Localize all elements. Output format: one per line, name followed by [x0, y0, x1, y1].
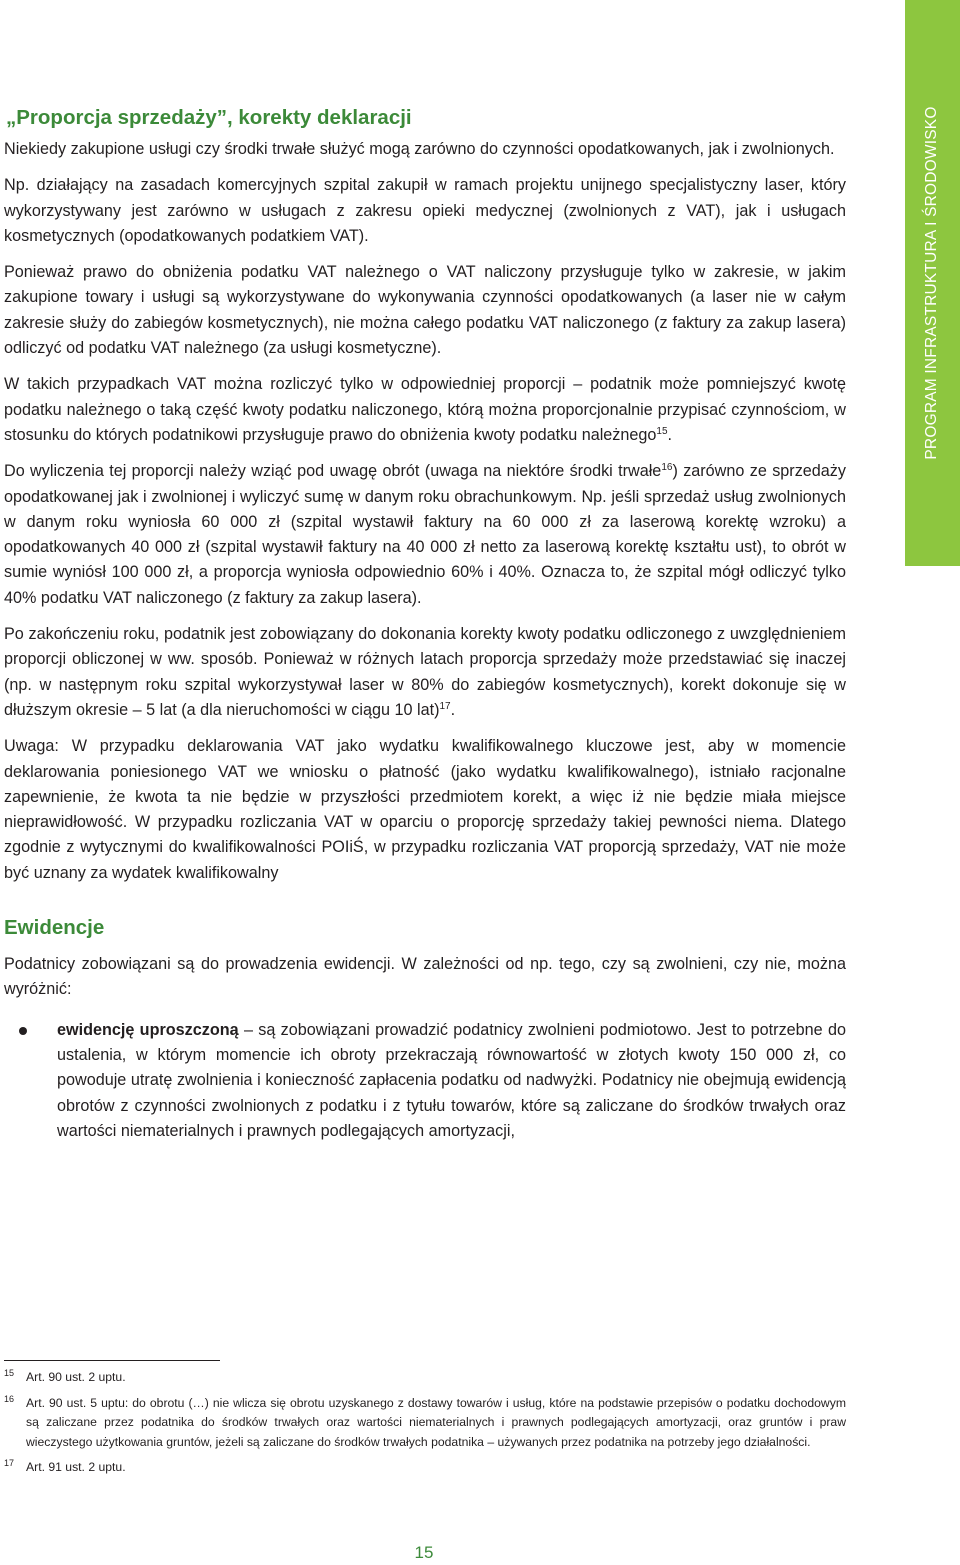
paragraph	[4, 459, 846, 611]
paragraph-end: .	[450, 700, 456, 719]
paragraph-text: W takich przypadkach VAT można rozliczyć tylko w odpowiedniej proporcji – podatnik może pomniejszyć kwotę podatku należnego o taką część kwoty podatku naliczonego, którą można proporcjonalnie przypisać czynnościom, w stosunku do których podatnikowi przysługuje prawo do obniżenia kwoty podatku należnego	[4, 375, 846, 444]
section-heading-ewidencje: Ewidencje	[4, 916, 105, 940]
paragraph: Ponieważ prawo do obniżenia podatku VAT należnego o VAT naliczony przysługuje tylko w zakresie, w jakim zakupione towary i usługi są wykorzystywane do wykonywania czynności opodatkowanych (a laser nie w całym zakresie służy do zabiegów kosmetycznych), nie można całego podatku VAT naliczonego (z faktury za zakup lasera) odliczyć od podatku VAT należnego (za usługi kosmetyczne).	[4, 263, 846, 358]
footnote-number: 17	[4, 1458, 15, 1468]
paragraph-text: ) zarówno ze sprzedaży opodatkowanej jak i zwolnionej i wyliczyć sumę w danym roku obrachunkowym. Np. jeśli sprzedaż usług zwolnionych w danym roku wyniosła 60 000 zł (szpital wystawił faktury na 60 000 zł za laserową korektę wzroku) a opodatkowanych 40 000 zł (szpital wystawił faktury na 40 000 zł netto za laserową korektę kształtu ust), to obrót w sumie wyniósł 100 000 zł, a proporcja wyniosła odpowiednio 60% i 40%. Oznacza to, że szpital mógł odliczyć tylko 40% podatku VAT naliczonego (z faktury za zakup lasera).	[4, 462, 846, 607]
footnote-text: Art. 91 ust. 2 uptu.	[26, 1460, 126, 1474]
footnote	[4, 1368, 846, 1388]
bullet-list	[4, 1018, 846, 1144]
page-number: 15	[414, 1543, 434, 1562]
footnote-text: Art. 90 ust. 2 uptu.	[26, 1370, 126, 1384]
paragraph	[4, 372, 846, 448]
paragraph-text: Po zakończeniu roku, podatnik jest zobowiązany do dokonania korekty kwoty podatku odliczonego z uwzględnieniem proporcji obliczonej w ww. sposób. Ponieważ w różnych latach proporcja sprzedaży może przedstawiać się inaczej (np. w następnym roku szpital wykorzystywał laser w 80% do zabiegów kosmetycznych), korekt dokonuje się w dłuższym okresie – 5 lat (a dla nieruchomości w ciągu 10 lat)	[4, 625, 846, 719]
footnote	[4, 1458, 846, 1478]
footnote-ref-15: 15	[656, 425, 668, 437]
footnote-number: 15	[4, 1368, 15, 1378]
paragraph-text: Do wyliczenia tej proporcji należy wziąć pod uwagę obrót (uwaga na niektóre środki trwałe	[4, 462, 662, 481]
main-content	[4, 104, 846, 1144]
paragraph-end: .	[667, 425, 673, 444]
paragraph: Niekiedy zakupione usługi czy środki trwałe służyć mogą zarówno do czynności opodatkowanych, jak i zwolnionych.	[4, 140, 835, 158]
list-item-text: – są zobowiązani prowadzić podatnicy zwolnieni podmiotowo. Jest to potrzebne do ustalenia, w którym momencie ich obroty przekraczają równowartość w złotych kwoty 150 000 zł, co powoduje utratę zwolnienia i konieczność zapłacenia podatku od nadwyżki. Podatnicy nie obejmują ewidencją obrotów z czynności zwolnionych z podatku i z tytułu towarów, które są zaliczane do środków trwałych oraz wartości niematerialnych i prawnych podlegających amortyzacji,	[57, 1020, 846, 1140]
footnote-divider	[4, 1360, 220, 1361]
list-item	[57, 1018, 846, 1144]
footnote-ref-17: 17	[439, 700, 451, 712]
footnote-text: Art. 90 ust. 5 uptu: do obrotu (…) nie wlicza się obrotu uzyskanego z dostawy towarów i usług, które na podstawie przepisów o podatku dochodowym są zaliczane przez podatnika do środków trwałych oraz wartości niematerialnych i prawnych podlegających amortyzacji, oraz gruntów i praw wieczystego użytkowania gruntów, jeżeli są zaliczane do środków trwałych podatnika – używanych przez podatnika na potrzeby jego działalności.	[26, 1395, 846, 1449]
paragraph: Uwaga: W przypadku deklarowania VAT jako wydatku kwalifikowalnego kluczowe jest, aby w momencie deklarowania poniesionego VAT we wniosku o płatność (jako wydatku kwalifikowalnego), istniało racjonalne zapewnienie, że kwota ta nie będzie w przyszłości przedmiotem korekt, a więc iż nie będzie miała miejsce nieprawidłowość. W przypadku rozliczania VAT w oparciu o proporcję sprzedaży takiej pewności niema. Dlatego zgodnie z wytycznymi do kwalifikowalności POIiŚ, w przypadku rozliczania VAT proporcją sprzedaży, VAT nie może być uznany za wydatek kwalifikowalny	[4, 737, 846, 882]
footnote-ref-16: 16	[661, 462, 673, 474]
footnote	[4, 1394, 846, 1453]
section-heading-proporcja: „Proporcja sprzedaży”, korekty deklaracji	[6, 106, 412, 129]
paragraph: Np. działający na zasadach komercyjnych szpital zakupił w ramach projektu unijnego specjalistyczny laser, który wykorzystywany jest zarówno w usługach z zakresu opieki medycznej (zwolnionych z VAT), jak i usługach kosmetycznych (opodatkowanych podatkiem VAT).	[4, 176, 846, 245]
bullet-icon	[19, 1027, 27, 1035]
paragraph: Podatnicy zobowiązani są do prowadzenia ewidencji. W zależności od np. tego, czy są zwolnieni, czy nie, można wyróżnić:	[4, 955, 846, 999]
list-item-term: ewidencję uproszczoną	[57, 1020, 239, 1039]
side-tab-label: PROGRAM INFRASTRUKTURA I ŚRODOWISKO	[923, 106, 940, 460]
paragraph	[4, 622, 846, 723]
footnotes	[4, 1368, 846, 1484]
footnote-number: 16	[4, 1393, 15, 1404]
